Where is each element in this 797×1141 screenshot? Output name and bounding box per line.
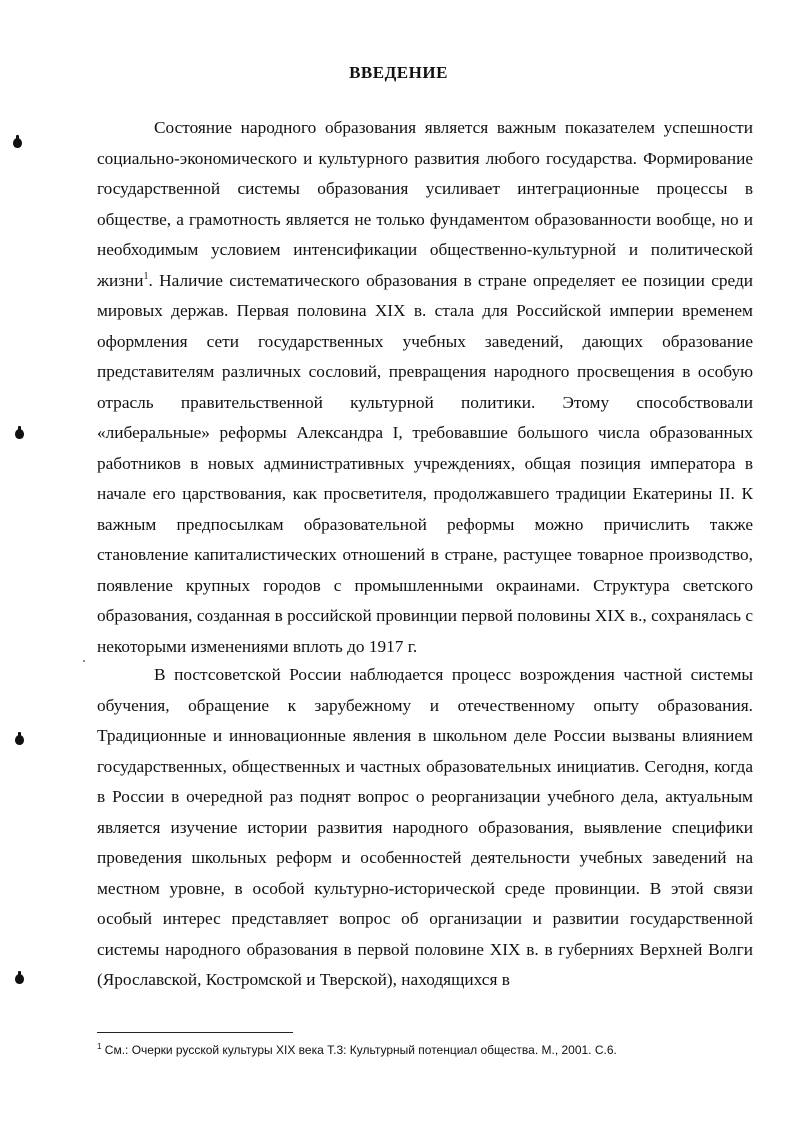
page-title: ВВЕДЕНИЕ — [349, 63, 448, 82]
margin-punch-mark — [15, 974, 24, 984]
margin-punch-mark — [15, 429, 24, 439]
footnote-text: См.: Очерки русской культуры XIX века Т.3: Культурный потенциал общества. М., 2001. С.6. — [104, 1043, 617, 1057]
paragraph-1 — [97, 113, 753, 662]
footnote-separator — [97, 1032, 293, 1033]
margin-punch-mark — [13, 138, 22, 148]
paragraph-1-text-start: Состояние народного образования является важным показателем успешности социально-экономического и культурного развития любого государства. Формирование государственной системы образования усиливает интеграционные процессы в обществе, а грамотность является не только фундаментом образованности вообще, но и необходимым условием интенсификации общественно-культурной и политической жизни — [97, 118, 753, 290]
footnote-reference[interactable]: 1 — [143, 270, 149, 282]
paragraph-1-text-end: . Наличие систематического образования в стране определяет ее позиции среди мировых держав. Первая половина XIX в. стала для Российской империи временем оформления сети государственных учебных заведений, дающих образование представителям различных сословий, превращения народного просвещения в особую отрасль правительственной культурной политики. Этому способствовали «либеральные» реформы Александра I, требовавшие большого числа образованных работников в новых административных учреждениях, общая позиция императора в начале его царствования, как просветителя, продолжавшего традиции Екатерины II. К важным предпосылкам образовательной реформы можно причислить также становление капиталистических отношений в стране, растущее товарное производство, появление крупных городов с промышленными окраинами. Структура светского образования, созданная в российской провинции первой половины XIX в., сохранялась с некоторыми изменениями вплоть до 1917 г. — [97, 270, 753, 656]
scan-speck — [83, 660, 85, 662]
margin-punch-mark — [15, 735, 24, 745]
paragraph-2: В постсоветской России наблюдается процесс возрождения частной системы обучения, обращение к зарубежному и отечественному опыту образования. Традиционные и инновационные явления в школьном деле России вызваны влиянием государственных, общественных и частных образовательных инициатив. Сегодня, когда в России в очередной раз поднят вопрос о реорганизации учебного дела, актуальным является изучение истории развития народного образования, выявление специфики проведения школьных реформ и особенностей деятельности учебных заведений на местном уровне, в особой культурно-исторической среде провинции. В этой связи особый интерес представляет вопрос об организации и развитии государственной системы народного образования в первой половине XIX в. в губерниях Верхней Волги (Ярославской, Костромской и Тверской), находящихся в — [97, 665, 753, 989]
footnote-number: 1 — [97, 1042, 102, 1051]
footnote — [97, 1042, 753, 1058]
